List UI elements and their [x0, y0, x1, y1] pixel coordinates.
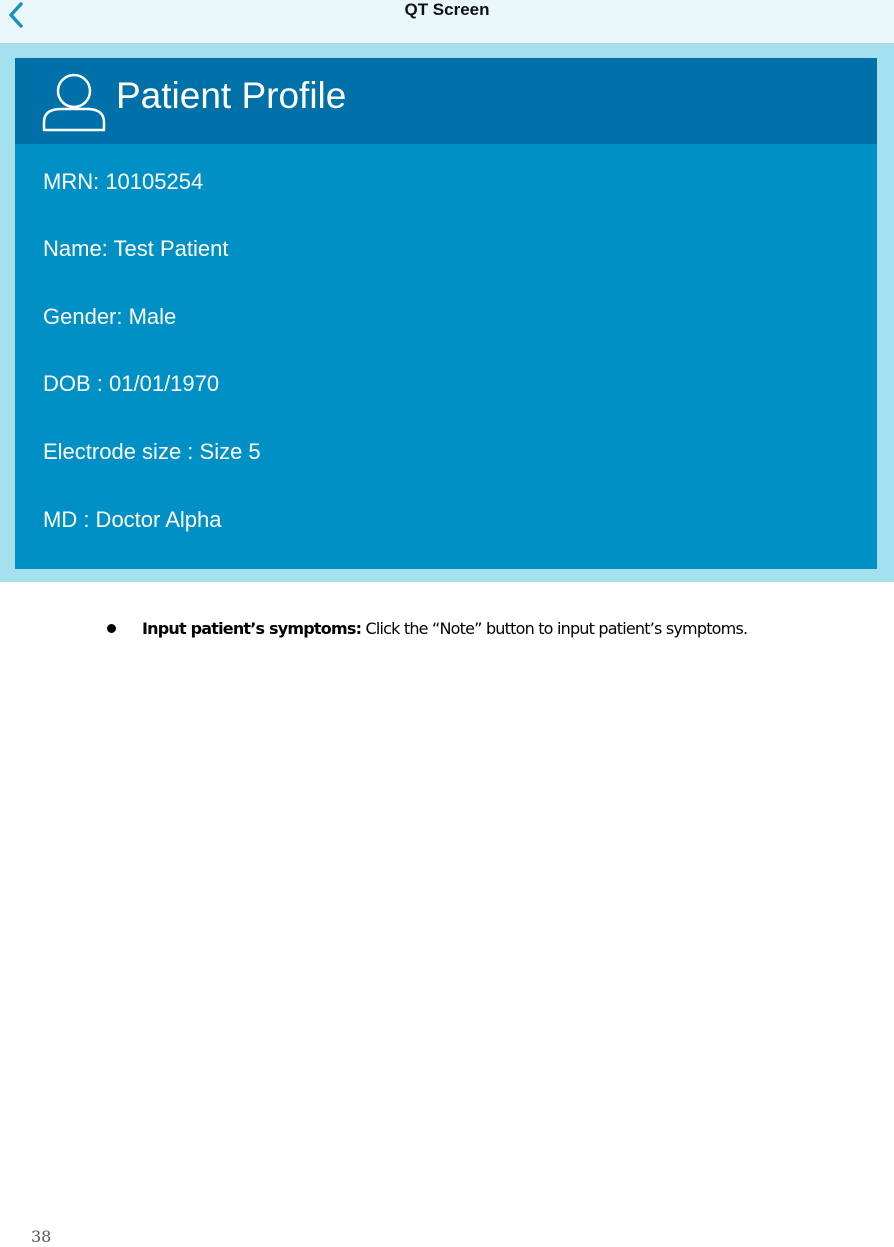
- profile-header: [15, 58, 877, 144]
- app-screenshot: [0, 0, 894, 582]
- user-outline-icon: [41, 72, 107, 132]
- patient-profile-card: [15, 58, 877, 569]
- bullet-dot-icon: [107, 624, 116, 633]
- page-number: 38: [31, 1227, 52, 1246]
- bullet-item: [107, 618, 747, 640]
- bullet-text: Click the “Note” button to input patient’s symptoms.: [361, 619, 748, 638]
- navigation-bar: [0, 0, 894, 44]
- profile-title: Patient Profile: [116, 75, 347, 116]
- electrode-size-field: Electrode size : Size 5: [43, 439, 261, 464]
- screen-title: QT Screen: [404, 0, 490, 19]
- name-field: Name: Test Patient: [43, 236, 229, 261]
- mrn-field: MRN: 10105254: [43, 169, 204, 194]
- bullet-term: Input patient’s symptoms:: [142, 619, 362, 638]
- gender-field: Gender: Male: [43, 304, 177, 329]
- md-field: MD : Doctor Alpha: [43, 507, 222, 532]
- dob-field: DOB : 01/01/1970: [43, 371, 220, 396]
